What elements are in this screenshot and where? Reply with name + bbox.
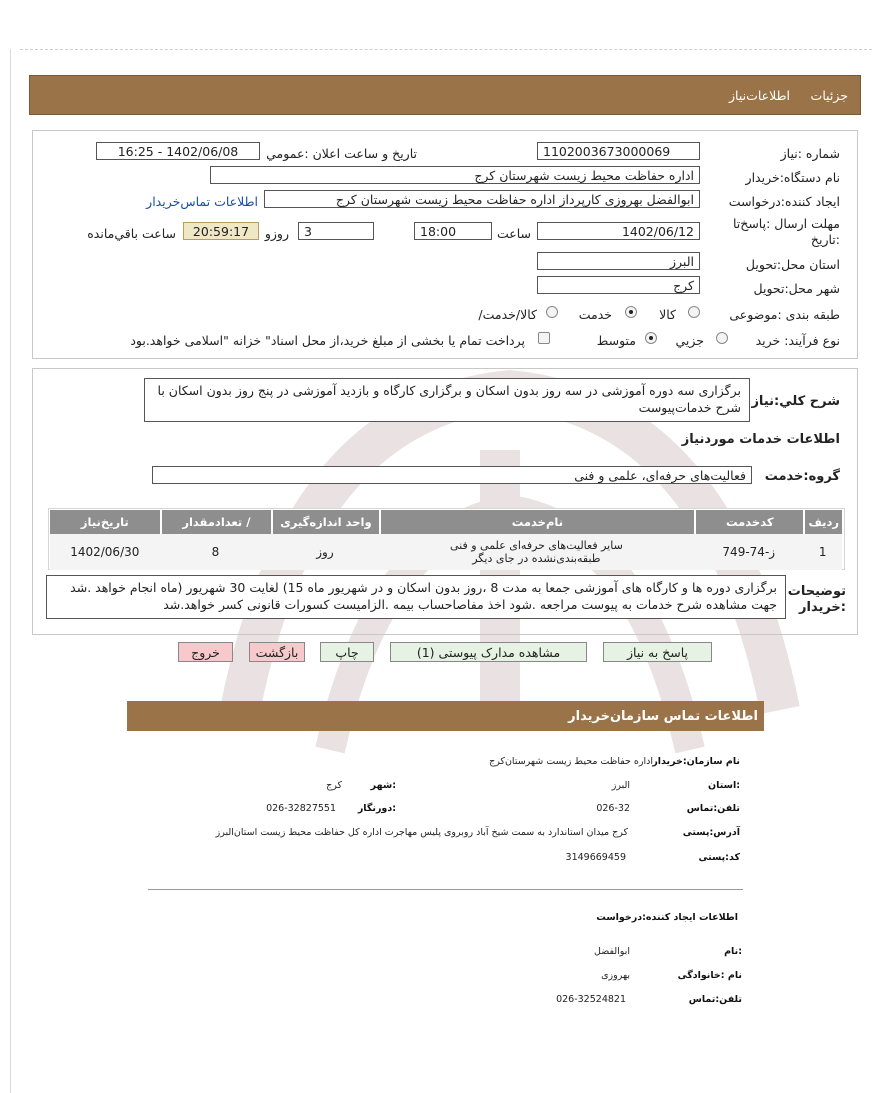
cell-qty: 8 — [160, 534, 272, 570]
process-label: نوع فرآیند: خرید — [755, 333, 840, 348]
back-button[interactable]: بازگشت — [249, 642, 305, 662]
category-label: طبقه بندی :موضوعی — [729, 307, 840, 322]
buyer-notes-text — [46, 575, 786, 619]
buyer-notes-label: توضیحات — [787, 584, 846, 599]
page-header — [29, 75, 861, 115]
summary-text — [144, 378, 750, 422]
buyer-notes-label-2: :خریدار — [799, 600, 846, 615]
summary-label: شرح کلي:نیاز — [751, 394, 840, 409]
creator-info-title: اطلاعات ایجاد کننده:درخواست — [596, 912, 738, 923]
col-date: تاریخ‌نیاز — [50, 510, 160, 534]
category-service-label: خدمت — [578, 307, 612, 322]
province-label: استان محل:تحویل — [745, 257, 840, 272]
need-number-label: شماره :نیاز — [780, 146, 840, 161]
contact-org: اداره حفاظت محیط زیست شهرستان‌کرج — [489, 756, 653, 767]
left-border — [10, 49, 11, 1093]
deadline-label-date: :تاریخ — [810, 232, 840, 247]
cell-unit: روز — [271, 534, 379, 570]
service-group-label: گروه:خدمت — [764, 469, 840, 484]
process-partial-radio[interactable] — [716, 332, 728, 344]
buyer-notes-line-2: جهت مشاهده شرح خدمات به پیوست مراجعه .شود اخذ مفاصاحساب بیمه .الزامیست کسورات قانونی کسر خواهد.شد — [163, 597, 777, 612]
deadline-time-field: 18:00 — [414, 222, 492, 240]
services-title: اطلاعات خدمات موردنیاز — [681, 432, 840, 447]
services-table — [50, 510, 842, 570]
province-field: البرز — [537, 252, 700, 270]
creator-family: بهروزی — [601, 970, 630, 981]
col-unit: واحد اندازه‌گیری — [271, 510, 379, 534]
category-goods-radio[interactable] — [688, 306, 700, 318]
tab-need-info[interactable]: اطلاعات‌نیاز — [728, 88, 790, 103]
cell-name-line-1: سایر فعالیت‌های حرفه‌ای علمی و فنی — [449, 539, 623, 552]
table-header-row — [50, 510, 842, 534]
col-qty: / تعدادمقدار — [160, 510, 272, 534]
remaining-timer: 20:59:17 — [183, 222, 259, 240]
top-divider — [20, 49, 872, 50]
city-label: شهر محل:تحویل — [753, 281, 840, 296]
contact-section-title: اطلاعات تماس سازمان‌خریدار — [568, 709, 758, 724]
buyer-org-field: اداره حفاظت محیط زیست شهرستان کرج — [210, 166, 700, 184]
creator-field: ابوالفضل بهروزی کارپرداز اداره حفاظت محیط زیست شهرستان کرج — [264, 190, 700, 208]
category-goods-label: کالا — [659, 307, 676, 322]
reply-button[interactable]: پاسخ به نیاز — [603, 642, 712, 662]
tab-details[interactable]: جزئیات — [810, 88, 848, 103]
creator-family-label: نام :خانوادگی — [677, 970, 742, 981]
creator-name-label: :نام — [724, 946, 742, 957]
contact-phone-label: تلفن:تماس — [686, 803, 740, 814]
contact-province: البرز — [611, 780, 630, 791]
remaining-label: ساعت باقي‌مانده — [87, 226, 176, 241]
view-attachments-button[interactable]: مشاهده مدارک پیوستی (1) — [390, 642, 587, 662]
category-both-radio[interactable] — [546, 306, 558, 318]
col-name: نام‌خدمت — [379, 510, 694, 534]
contact-address-label: آدرس:پستی — [682, 827, 740, 838]
category-both-label: کالا/خدمت/ — [478, 307, 537, 322]
print-button[interactable]: چاپ — [320, 642, 374, 662]
creator-label: ایجاد کننده:درخواست — [728, 194, 840, 209]
category-service-radio[interactable] — [625, 306, 637, 318]
contact-phone: 026-32 — [596, 803, 630, 814]
contact-province-label: :استان — [708, 780, 740, 791]
table-row — [50, 534, 842, 570]
city-field: کرج — [537, 276, 700, 294]
need-info-panel — [32, 130, 858, 359]
process-medium-label: متوسط — [596, 333, 636, 348]
payment-checkbox[interactable] — [538, 332, 550, 344]
process-medium-radio[interactable] — [645, 332, 657, 344]
contact-city: کرج — [326, 780, 342, 791]
deadline-label: مهلت ارسال :پاسخ‌تا — [732, 216, 840, 231]
col-code: کدخدمت — [694, 510, 803, 534]
contact-org-label: نام سازمان:خریدار — [652, 756, 740, 767]
announce-field: 1402/06/08 - 16:25 — [96, 142, 260, 160]
buyer-contact-link[interactable]: اطلاعات تماس‌خریدار — [146, 194, 258, 209]
col-row: ردیف — [803, 510, 842, 534]
buyer-org-label: نام دستگاه:خریدار — [745, 170, 840, 185]
days-label: روزو — [264, 226, 289, 241]
creator-name: ابوالفضل — [594, 946, 630, 957]
cell-name-line-2: طبقه‌بندی‌نشده در جای دیگر — [472, 552, 601, 565]
deadline-time-label: ساعت — [496, 226, 531, 241]
contact-fax: 026-32827551 — [266, 803, 336, 814]
contact-postal: 3149669459 — [565, 852, 626, 863]
announce-label: تاریخ و ساعت اعلان :عمومي — [266, 146, 417, 161]
summary-line-2: شرح خدمات‌پیوست — [638, 400, 741, 415]
need-number-field: 1102003673000069 — [537, 142, 700, 160]
cell-code: ز-74-749 — [694, 534, 803, 570]
process-partial-label: جزیي — [675, 333, 704, 348]
service-group-field: فعالیت‌های حرفه‌ای، علمی و فنی — [152, 466, 752, 484]
exit-button[interactable]: خروج — [178, 642, 233, 662]
payment-note: پرداخت تمام یا بخشی از مبلغ خرید،از محل اسناد" خزانه "اسلامی خواهد.بود — [130, 333, 525, 348]
cell-name — [379, 534, 694, 570]
contact-divider — [148, 889, 743, 890]
buyer-notes-line-1: برگزاری دوره ها و کارگاه های آموزشی جمعا به مدت 8 ،روز بدون اسکان و در شهریور ماه 15) لغایت 30 شهریور (ماه انجام خواهد .شد — [70, 580, 777, 595]
contact-postal-label: کد:پستی — [698, 852, 740, 863]
contact-address: کرج میدان استاندارد به سمت شیخ آباد روبروی پلیس مهاجرت اداره کل حفاظت محیط زیست استان‌البرز — [215, 827, 628, 838]
cell-row: 1 — [803, 534, 842, 570]
days-field: 3 — [298, 222, 374, 240]
creator-phone: 026-32524821 — [556, 994, 626, 1005]
deadline-date-field: 1402/06/12 — [537, 222, 700, 240]
contact-fax-label: :دورنگار — [357, 803, 396, 814]
contact-section-header — [127, 701, 764, 731]
contact-city-label: :شهر — [370, 780, 396, 791]
summary-line-1: برگزاری سه دوره آموزشی در سه روز بدون اسکان و برگزاری کارگاه و بازدید آموزشی در پنج روز بدون اسکان با — [157, 383, 741, 398]
cell-date: 1402/06/30 — [50, 534, 160, 570]
creator-phone-label: تلفن:تماس — [688, 994, 742, 1005]
